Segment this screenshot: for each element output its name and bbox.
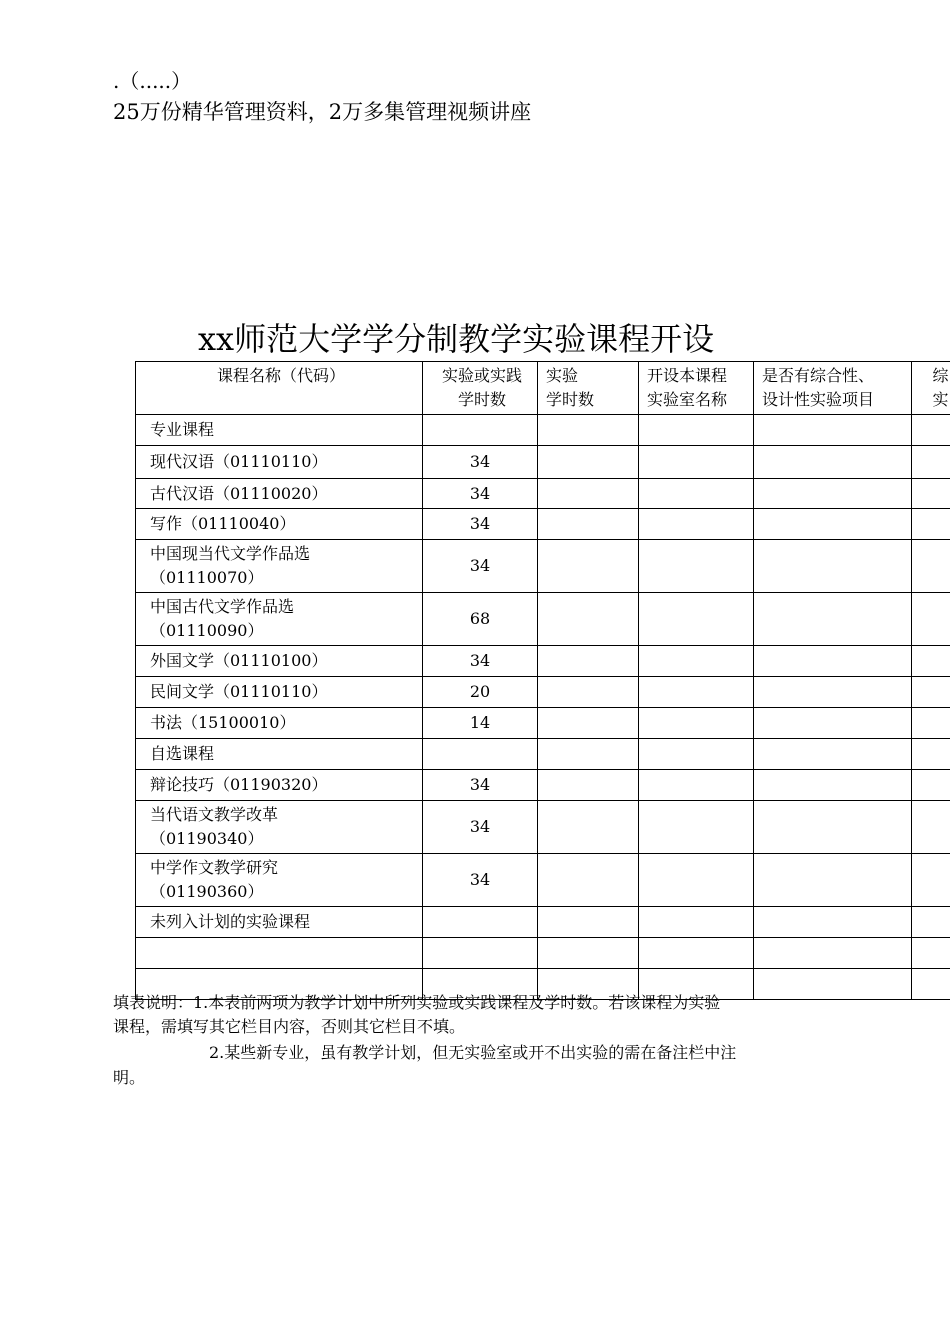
design-experiment-cell — [754, 907, 912, 938]
lab-hours-cell — [538, 801, 639, 854]
practice-hours-cell — [423, 739, 538, 770]
comprehensive-cell — [912, 854, 950, 907]
lab-hours-cell — [538, 593, 639, 646]
practice-hours-cell: 34 — [423, 479, 538, 509]
course-name-cell — [136, 938, 423, 969]
table-row — [136, 479, 950, 509]
practice-hours-cell — [423, 907, 538, 938]
lab-name-cell — [639, 479, 754, 509]
course-name-cell: 中学作文教学研究 （01190360） — [136, 854, 423, 907]
practice-hours-cell: 34 — [423, 509, 538, 540]
lab-hours-cell — [538, 509, 639, 540]
course-name-cell: 自选课程 — [136, 739, 423, 770]
lab-hours-cell — [538, 907, 639, 938]
practice-hours-cell — [423, 938, 538, 969]
course-name-cell: 中国现当代文学作品选 （01110070） — [136, 540, 423, 593]
table-row — [136, 540, 950, 593]
lab-name-cell — [639, 415, 754, 446]
course-table — [135, 361, 950, 1000]
design-experiment-cell — [754, 509, 912, 540]
course-name-cell: 未列入计划的实验课程 — [136, 907, 423, 938]
header-practice-hours: 实验或实践 学时数 — [423, 362, 538, 415]
comprehensive-cell — [912, 708, 950, 739]
practice-hours-cell: 34 — [423, 770, 538, 801]
course-name-cell: 写作（01110040） — [136, 509, 423, 540]
course-name-cell: 专业课程 — [136, 415, 423, 446]
design-experiment-cell — [754, 969, 912, 1000]
design-experiment-cell — [754, 479, 912, 509]
lab-name-cell — [639, 770, 754, 801]
practice-hours-cell: 34 — [423, 854, 538, 907]
lab-hours-cell — [538, 739, 639, 770]
lab-hours-cell — [538, 938, 639, 969]
lab-name-cell — [639, 540, 754, 593]
practice-hours-cell: 68 — [423, 593, 538, 646]
course-name-cell: 现代汉语（01110110） — [136, 446, 423, 479]
header-line-2: 25万份精华管理资料，2万多集管理视频讲座 — [113, 100, 532, 124]
comprehensive-cell — [912, 540, 950, 593]
lab-hours-cell — [538, 479, 639, 509]
comprehensive-cell — [912, 969, 950, 1000]
course-name-cell: 中国古代文学作品选 （01110090） — [136, 593, 423, 646]
lab-hours-cell — [538, 646, 639, 677]
lab-hours-cell — [538, 770, 639, 801]
practice-hours-cell: 34 — [423, 801, 538, 854]
lab-hours-cell — [538, 708, 639, 739]
comprehensive-cell — [912, 509, 950, 540]
header-lab-hours: 实验 学时数 — [538, 362, 639, 415]
table-row — [136, 854, 950, 907]
lab-hours-cell — [538, 446, 639, 479]
header-comprehensive: 综 实 — [912, 362, 950, 415]
table-row — [136, 938, 950, 969]
comprehensive-cell — [912, 479, 950, 509]
note-line-1: 填表说明：1.本表前两项为教学计划中所列实验或实践课程及学时数。若该课程为实验 — [113, 993, 721, 1012]
comprehensive-cell — [912, 938, 950, 969]
table-row — [136, 446, 950, 479]
comprehensive-cell — [912, 677, 950, 708]
comprehensive-cell — [912, 770, 950, 801]
table-row — [136, 739, 950, 770]
table-row — [136, 801, 950, 854]
comprehensive-cell — [912, 646, 950, 677]
doc-title: xx师范大学学分制教学实验课程开设 — [198, 320, 715, 358]
design-experiment-cell — [754, 646, 912, 677]
table-row — [136, 415, 950, 446]
lab-name-cell — [639, 938, 754, 969]
practice-hours-cell: 34 — [423, 446, 538, 479]
design-experiment-cell — [754, 739, 912, 770]
header-line-1: .（.....） — [113, 69, 192, 93]
comprehensive-cell — [912, 593, 950, 646]
comprehensive-cell — [912, 739, 950, 770]
table-row — [136, 677, 950, 708]
lab-name-cell — [639, 677, 754, 708]
design-experiment-cell — [754, 708, 912, 739]
table-row — [136, 770, 950, 801]
design-experiment-cell — [754, 801, 912, 854]
course-name-cell: 辩论技巧（01190320） — [136, 770, 423, 801]
lab-name-cell — [639, 646, 754, 677]
practice-hours-cell: 14 — [423, 708, 538, 739]
table-row — [136, 708, 950, 739]
lab-name-cell — [639, 593, 754, 646]
table-row — [136, 509, 950, 540]
course-name-cell: 书法（15100010） — [136, 708, 423, 739]
lab-name-cell — [639, 446, 754, 479]
lab-name-cell — [639, 801, 754, 854]
design-experiment-cell — [754, 854, 912, 907]
comprehensive-cell — [912, 801, 950, 854]
header-design-experiment: 是否有综合性、 设计性实验项目 — [754, 362, 912, 415]
lab-hours-cell — [538, 854, 639, 907]
header-course-name: 课程名称（代码） — [136, 362, 423, 415]
table-row — [136, 646, 950, 677]
comprehensive-cell — [912, 907, 950, 938]
lab-name-cell — [639, 708, 754, 739]
design-experiment-cell — [754, 415, 912, 446]
lab-name-cell — [639, 739, 754, 770]
table-header-row — [136, 362, 950, 415]
note-line-4: 明。 — [113, 1068, 146, 1087]
header-lab-name: 开设本课程 实验室名称 — [639, 362, 754, 415]
lab-hours-cell — [538, 540, 639, 593]
lab-name-cell — [639, 854, 754, 907]
lab-hours-cell — [538, 415, 639, 446]
design-experiment-cell — [754, 593, 912, 646]
table-row — [136, 907, 950, 938]
comprehensive-cell — [912, 415, 950, 446]
design-experiment-cell — [754, 770, 912, 801]
lab-name-cell — [639, 509, 754, 540]
note-line-3: 2.某些新专业，虽有教学计划，但无实验室或开不出实验的需在备注栏中注 — [209, 1043, 737, 1062]
practice-hours-cell: 34 — [423, 646, 538, 677]
design-experiment-cell — [754, 677, 912, 708]
lab-hours-cell — [538, 677, 639, 708]
design-experiment-cell — [754, 540, 912, 593]
design-experiment-cell — [754, 446, 912, 479]
design-experiment-cell — [754, 938, 912, 969]
note-line-2: 课程，需填写其它栏目内容，否则其它栏目不填。 — [113, 1017, 466, 1036]
practice-hours-cell: 34 — [423, 540, 538, 593]
practice-hours-cell — [423, 415, 538, 446]
lab-name-cell — [639, 907, 754, 938]
course-name-cell: 外国文学（01110100） — [136, 646, 423, 677]
course-name-cell: 古代汉语（01110020） — [136, 479, 423, 509]
course-name-cell: 民间文学（01110110） — [136, 677, 423, 708]
practice-hours-cell: 20 — [423, 677, 538, 708]
table-row — [136, 593, 950, 646]
comprehensive-cell — [912, 446, 950, 479]
course-name-cell: 当代语文教学改革 （01190340） — [136, 801, 423, 854]
